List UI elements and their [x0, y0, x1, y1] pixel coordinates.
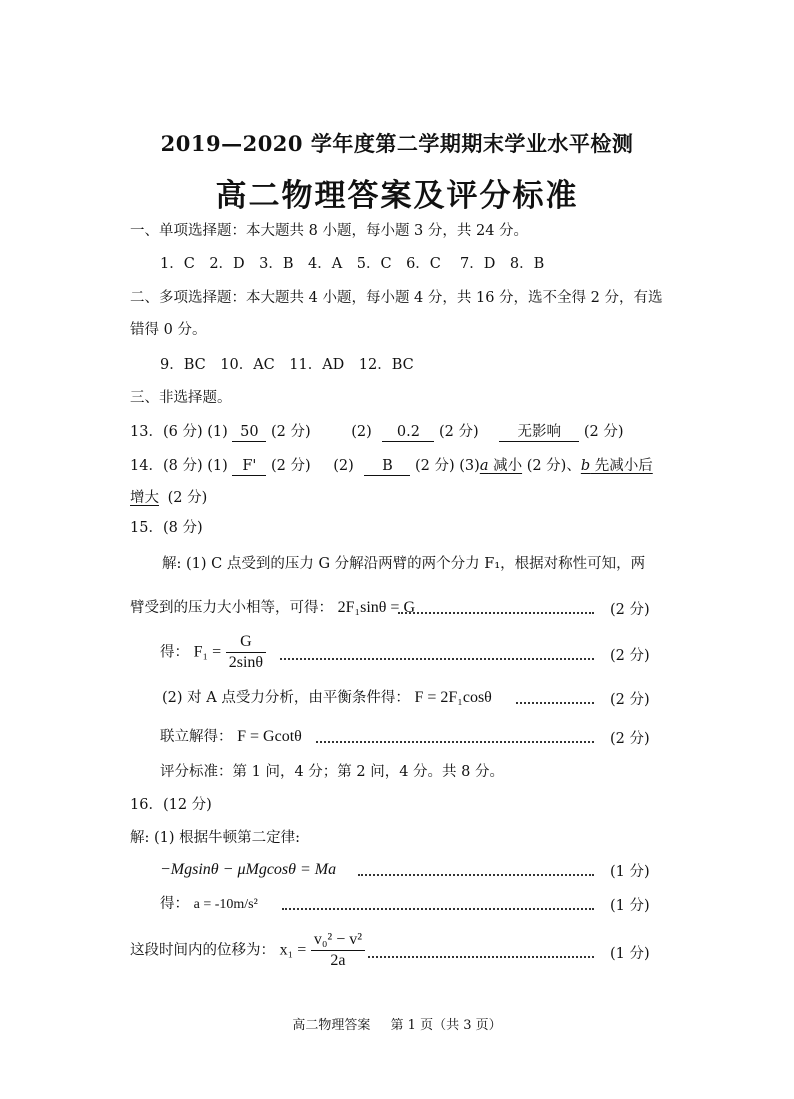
leader-dots — [358, 874, 594, 876]
footer-subject: 高二物理答案 — [292, 1018, 371, 1033]
q15-line2-text: 臂受到的压力大小相等，可得： — [130, 600, 333, 616]
q16-eq1-line — [160, 860, 336, 880]
q14-blank4-cont: 增大 — [130, 490, 159, 506]
q15-eq4: F = Gcotθ — [237, 728, 302, 745]
q14-score4: (2 分) — [167, 490, 208, 506]
leader-dots — [398, 612, 594, 614]
q16-eq3-num: v₀² − v² — [311, 930, 365, 951]
q16-eq1: −Mgsinθ − μMgcosθ = Ma — [160, 861, 337, 878]
q13-score3: (2 分) — [583, 424, 624, 440]
q14-part3: (3) — [459, 458, 480, 474]
q14-score3: (2 分)、 — [526, 458, 581, 474]
section2-heading-cont: 错得 0 分。 — [130, 322, 207, 338]
q16-line3-text: 这段时间内的位移为： — [130, 942, 275, 959]
q16-line1: 解: (1) 根据牛顿第二定律: — [130, 830, 301, 846]
q14-part2: (2) — [333, 458, 354, 474]
q15-eq3: F = 2F₁cosθ — [414, 689, 492, 706]
q15-line1: 解: (1) C 点受到的压力 G 分解沿两臂的两个分力 F₁，根据对称性可知，两 — [162, 556, 646, 572]
q15-eq2-num: G — [226, 632, 266, 653]
page-footer — [0, 1014, 794, 1033]
q13-answer — [130, 422, 624, 442]
q13-blank1: 50 — [232, 424, 266, 442]
q15-line3 — [160, 632, 266, 676]
q16-line2 — [160, 894, 258, 915]
q14-var-a: a — [479, 458, 489, 474]
leader-dots — [280, 658, 594, 660]
q13-blank2: 0.2 — [382, 424, 434, 442]
q15-line3-text: 得： — [160, 644, 189, 661]
q15-eq2-fraction — [226, 632, 266, 673]
q14-answer — [130, 456, 653, 476]
section1-answers: 1．C 2．D 3．B 4．A 5．C 6．C 7．D 8．B — [160, 256, 545, 272]
exam-title: 2019—2020 学年度第二学期期末学业水平检测 — [160, 131, 634, 156]
q15-line5 — [160, 727, 302, 747]
q14-blank3 — [480, 458, 522, 474]
leader-dots — [368, 956, 594, 958]
q15-criteria: 评分标准：第 1 问，4 分；第 2 问，4 分。共 8 分。 — [160, 764, 504, 780]
q15-eq1: 2F₁sinθ = G — [337, 599, 415, 616]
leader-dots — [282, 908, 594, 910]
q14-score1: (2 分) — [270, 458, 311, 474]
answer-key-title: 高二物理答案及评分标准 — [215, 178, 579, 214]
q14-blank1: F' — [232, 458, 266, 476]
q15-eq2-lhs: F₁ = — [193, 643, 222, 661]
q13-part2: (2) — [351, 424, 372, 440]
section3-heading: 三、非选择题。 — [130, 390, 232, 406]
q16-eq3-den: 2a — [330, 952, 346, 969]
q15-score1: (2 分) — [610, 602, 650, 618]
q14-text-a: 减小 — [488, 458, 523, 474]
q16-eq3-lhs: x₁ = — [279, 941, 307, 959]
q15-label: 15．(8 分) — [130, 520, 203, 536]
q13-prefix: 13．(6 分) (1) — [130, 424, 228, 440]
q15-line4 — [162, 688, 492, 708]
q15-score4: (2 分) — [610, 731, 650, 747]
footer-page-number: 第 1 页（共 3 页） — [390, 1018, 502, 1033]
q16-line3 — [130, 930, 365, 974]
q14-blank4 — [581, 458, 653, 474]
q15-line2 — [130, 598, 415, 618]
q14-blank2: B — [364, 458, 410, 476]
q16-eq3-fraction — [311, 930, 365, 971]
q14-text-b: 先减小后 — [590, 458, 653, 474]
section2-answers: 9．BC 10．AC 11．AD 12．BC — [160, 357, 414, 373]
q14-var-b: b — [580, 458, 591, 474]
q16-score1: (1 分) — [610, 864, 650, 880]
q16-line2-text: 得： — [160, 896, 189, 912]
q15-score3: (2 分) — [610, 692, 650, 708]
leader-dots — [516, 702, 594, 704]
q16-score2: (1 分) — [610, 898, 650, 914]
q13-blank3: 无影响 — [499, 424, 579, 442]
q15-line4-text: (2) 对 A 点受力分析，由平衡条件得： — [162, 690, 410, 706]
section1-heading: 一、单项选择题：本大题共 8 小题，每小题 3 分，共 24 分。 — [130, 223, 529, 239]
section2-heading: 二、多项选择题：本大题共 4 小题，每小题 4 分，共 16 分，选不全得 2 分，有选 — [130, 290, 663, 306]
q13-score1: (2 分) — [270, 424, 311, 440]
q16-score3: (1 分) — [610, 946, 650, 962]
q14-prefix: 14．(8 分) (1) — [130, 458, 228, 474]
q13-score2: (2 分) — [439, 424, 479, 440]
q16-label: 16．(12 分) — [130, 797, 212, 813]
q14-score2: (2 分) — [415, 458, 455, 474]
q15-score2: (2 分) — [610, 648, 650, 664]
q14-answer-cont — [130, 488, 207, 508]
leader-dots — [316, 741, 594, 743]
q15-line5-text: 联立解得： — [160, 729, 233, 745]
q15-eq2-den: 2sinθ — [228, 654, 264, 671]
q16-eq2: a = -10m/s² — [193, 897, 258, 912]
